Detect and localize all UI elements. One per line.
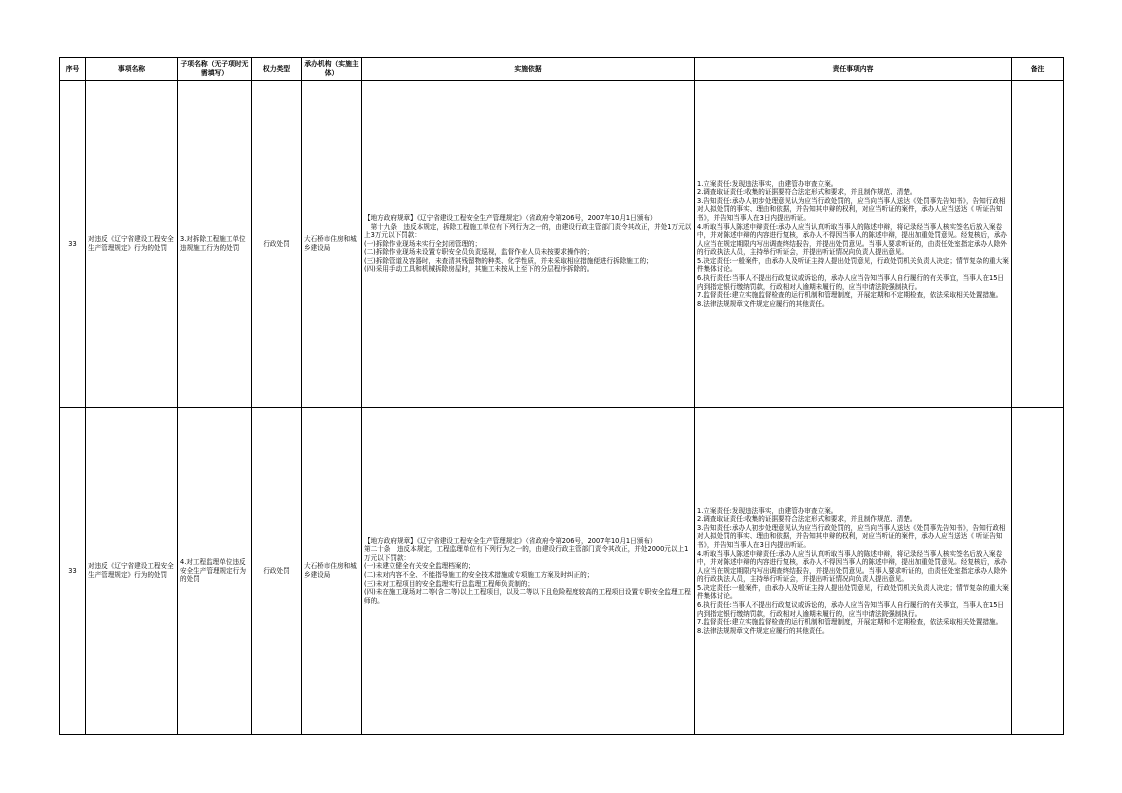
duty-line: 6.执行责任:当事人不提出行政复议或诉讼的，承办人应当告知当事人自行履行的有关事宜，当事人在15日内到指定银行缴纳罚款，行政相对人逾期未履行的，应当申请法院强制执行。 <box>697 273 1005 291</box>
cell-item-name: 对违反《辽宁省建设工程安全生产管理规定》行为的处罚 <box>86 81 178 408</box>
cell-subitem-name: 3.对拆除工程施工单位违规施工行为的处罚 <box>178 81 252 408</box>
cell-organization: 大石桥市住房和城乡建设局 <box>302 81 362 408</box>
basis-line: (一)未建立健全有关安全监理档案的； <box>364 562 475 571</box>
cell-seq: 33 <box>60 408 86 735</box>
basis-line: 【地方政府规章】《辽宁省建设工程安全生产管理规定》（省政府令第206号，2007年10月1日颁布） <box>364 214 657 223</box>
duty-line: 1.立案责任:发现违法事实，由建管办审查立案。 <box>697 506 838 515</box>
header-duty: 责任事项内容 <box>695 58 1012 81</box>
cell-item-name: 对违反《辽宁省建设工程安全生产管理规定》行为的处罚 <box>86 408 178 735</box>
cell-remark <box>1012 81 1064 408</box>
duty-line: 7.监督责任:建立实施监督检查的运行机制和管理制度，开展定期和不定期检查，依法采取相关处置措施。 <box>697 291 1003 300</box>
basis-line: (一)拆除作业现场未实行全封闭管理的； <box>364 239 482 248</box>
header-row <box>60 58 1064 81</box>
duty-line: 6.执行责任:当事人不提出行政复议或诉讼的，承办人应当告知当事人自行履行的有关事宜，当事人在15日内到指定银行缴纳罚款，行政相对人逾期未履行的，应当申请法院强制执行。 <box>697 600 1005 618</box>
header-basis: 实施依据 <box>362 58 695 81</box>
duty-line: 5.决定责任:一般案件，由承办人及听证主持人提出处罚意见，行政处罚机关负责人决定；情节复杂的重大案件集体讨论。 <box>697 256 1009 274</box>
cell-seq: 33 <box>60 81 86 408</box>
duty-line: 8.法律法规规章文件规定应履行的其他责任。 <box>697 626 829 635</box>
basis-line: (二)拆除作业现场未设置专职安全员负责巡视，监督作业人员未按要求操作的； <box>364 248 594 257</box>
cell-subitem-name: 4.对工程监理单位违反安全生产管理规定行为的处罚 <box>178 408 252 735</box>
cell-basis <box>362 81 695 408</box>
cell-power-type: 行政处罚 <box>252 81 302 408</box>
duty-line: 4.听取当事人陈述申辩责任:承办人应当认真听取当事人的陈述申辩，将记录经当事人核实签名后放入案卷中，并对陈述申辩的内容进行复核，承办人不得因当事人的陈述申辩，提出加重处罚意见。经复核后，承办人应当在规定期限内写出调查终结报告，并提出处罚意见。当事人要求听证的，由责任处室指定承办人除外的行政执法人员，主持举行听证会，并提出听证情况向负责人提出意见。 <box>697 222 1007 257</box>
duty-line: 8.法律法规规章文件规定应履行的其他责任。 <box>697 299 829 308</box>
duty-line: 1.立案责任:发现违法事实，由建管办审查立案。 <box>697 179 838 188</box>
cell-organization: 大石桥市住房和城乡建设局 <box>302 408 362 735</box>
duty-line: 2.调查取证责任:收集的证据要符合法定形式和要求，并且制作规范、清楚。 <box>697 515 917 524</box>
basis-line: (三)拆除管道及容器时，未查清其残留物的种类、化学性质，并未采取相应措施便进行拆除施工的； <box>364 256 653 265</box>
duty-line: 3.告知责任:承办人初步处理意见认为应当行政处罚的，应当向当事人送达《处罚事先告知书》，告知行政相对人拟处罚的事实、理由和依据，并告知其申辩的权利，对应当听证的案件，承办人应当送达《 听证告知书》，并告知当事人在3日内提出听证。 <box>697 196 1006 223</box>
duty-line: 3.告知责任:承办人初步处理意见认为应当行政处罚的，应当向当事人送达《处罚事先告知书》，告知行政相对人拟处罚的事实、理由和依据，并告知其申辩的权利，对应当听证的案件，承办人应当送达《 听证告知书》，并告知当事人在3日内提出听证。 <box>697 523 1006 550</box>
header-power-type: 权力类型 <box>252 58 302 81</box>
header-organization: 承办机构（实施主体） <box>302 58 362 81</box>
table-row <box>60 408 1064 735</box>
duty-line: 7.监督责任:建立实施监督检查的运行机制和管理制度，开展定期和不定期检查，依法采取相关处置措施。 <box>697 618 1003 627</box>
cell-basis <box>362 408 695 735</box>
responsibility-table <box>59 57 1064 735</box>
header-seq: 序号 <box>60 58 86 81</box>
duty-line: 2.调查取证责任:收集的证据要符合法定形式和要求，并且制作规范、清楚。 <box>697 188 917 197</box>
basis-line: 【地方政府规章】《辽宁省建设工程安全生产管理规定》（省政府令第206号，2007年10月1日颁布） <box>364 536 657 545</box>
duty-line: 5.决定责任:一般案件，由承办人及听证主持人提出处罚意见，行政处罚机关负责人决定；情节复杂的重大案件集体讨论。 <box>697 583 1009 601</box>
basis-line: (四)采用手动工具和机械拆除房屋时，其施工未按从上至下的分层程序拆除的。 <box>364 265 594 274</box>
header-item-name: 事项名称 <box>86 58 178 81</box>
header-subitem-name: 子项名称（无子项时无需填写） <box>178 58 252 81</box>
duty-line: 4.听取当事人陈述申辩责任:承办人应当认真听取当事人的陈述申辩，将记录经当事人核实签名后放入案卷中，并对陈述申辩的内容进行复核，承办人不得因当事人的陈述申辩，提出加重处罚意见。经复核后，承办人应当在规定期限内写出调查终结报告，并提出处罚意见。当事人要求听证的，由责任处室指定承办人除外的行政执法人员，主持举行听证会，并提出听证情况向负责人提出意见。 <box>697 549 1007 584</box>
basis-line: 第二十条 违反本规定，工程监理单位有下列行为之一的，由建设行政主管部门责令其改正，并处2000元以上1万元以下罚款： <box>364 545 689 562</box>
basis-line: (三)未对工程项目的安全监理实行总监理工程师负责制的； <box>364 579 534 588</box>
cell-remark <box>1012 408 1064 735</box>
header-remark: 备注 <box>1012 58 1064 81</box>
basis-line: 第十九条 违反本规定，拆除工程施工单位有下列行为之一的，由建设行政主管部门责令其改正，并处1万元以上3万元以下罚款： <box>364 222 692 240</box>
cell-power-type: 行政处罚 <box>252 408 302 735</box>
table-row <box>60 81 1064 408</box>
basis-line: (四)未在施工现场对二等(含二等)以上工程项目，以及二等以下且危险程度较高的工程项目设置专职安全监理工程师的。 <box>364 588 691 605</box>
cell-duty <box>695 408 1012 735</box>
cell-duty <box>695 81 1012 408</box>
basis-line: (二)未对内容不全、不能指导施工的安全技术措施或专项施工方案及时纠正的； <box>364 571 594 579</box>
